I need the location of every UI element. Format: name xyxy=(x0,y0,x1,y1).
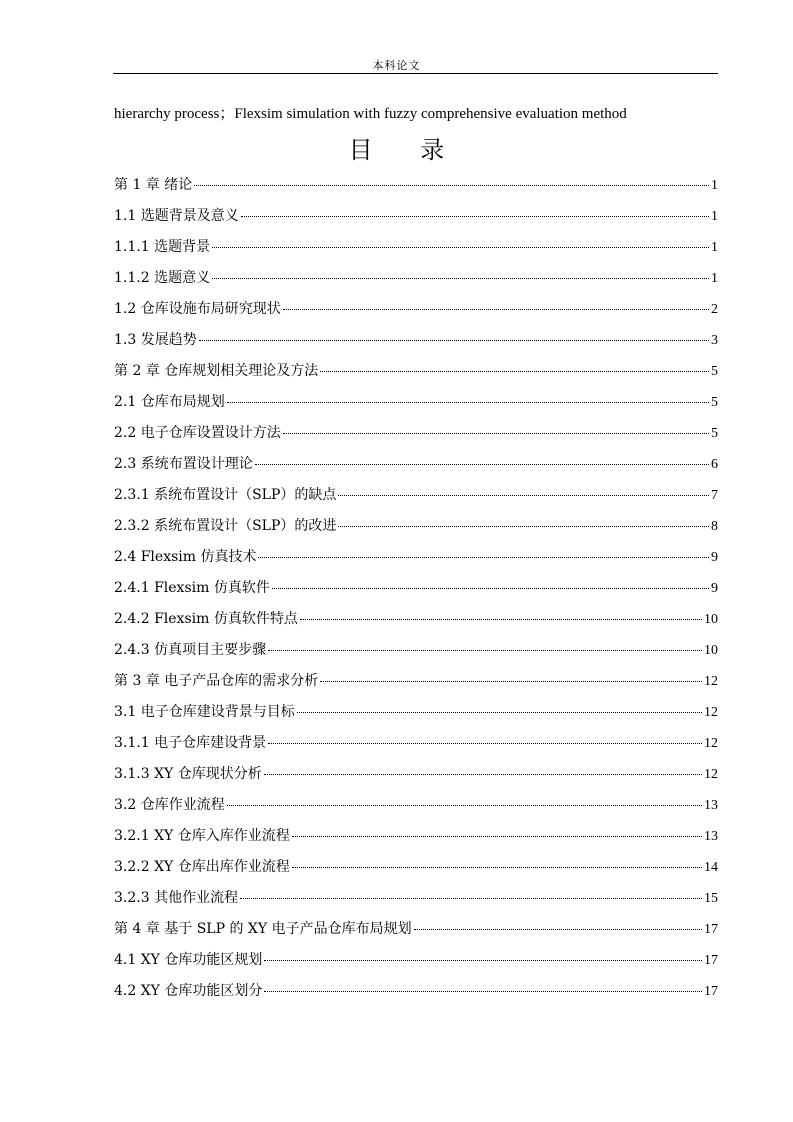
toc-dot-leader xyxy=(264,774,702,775)
toc-entry-page: 17 xyxy=(704,953,718,968)
toc-list xyxy=(114,174,718,1011)
toc-entry-page: 13 xyxy=(704,829,718,844)
toc-entry-page: 6 xyxy=(711,457,718,472)
toc-entry[interactable] xyxy=(114,701,718,732)
toc-dot-leader xyxy=(268,650,702,651)
toc-entry-page: 9 xyxy=(711,581,718,596)
toc-entry[interactable] xyxy=(114,329,718,360)
toc-entry-label: 3.1 电子仓库建设背景与目标 xyxy=(114,704,295,720)
toc-entry-page: 1 xyxy=(711,178,718,193)
toc-entry-label: 1.3 发展趋势 xyxy=(114,332,197,348)
toc-dot-leader xyxy=(212,247,709,248)
toc-dot-leader xyxy=(292,867,702,868)
toc-entry[interactable] xyxy=(114,484,718,515)
toc-entry[interactable] xyxy=(114,918,718,949)
toc-title: 目 录 xyxy=(348,136,465,164)
toc-entry-label: 3.1.1 电子仓库建设背景 xyxy=(114,735,267,751)
toc-entry-label: 1.2 仓库设施布局研究现状 xyxy=(114,301,281,317)
toc-entry-page: 1 xyxy=(711,271,718,286)
toc-entry[interactable] xyxy=(114,453,718,484)
toc-dot-leader xyxy=(212,278,709,279)
toc-entry[interactable] xyxy=(114,546,718,577)
toc-entry-label: 3.1.3 XY 仓库现状分析 xyxy=(114,766,262,782)
toc-dot-leader xyxy=(255,464,709,465)
toc-entry-label: 3.2.3 其他作业流程 xyxy=(114,890,239,906)
toc-entry-page: 15 xyxy=(704,891,718,906)
toc-entry-label: 第 4 章 基于 SLP 的 XY 电子产品仓库布局规划 xyxy=(114,921,412,937)
toc-entry-label: 4.2 XY 仓库功能区划分 xyxy=(114,983,263,999)
toc-entry-label: 1.1 选题背景及意义 xyxy=(114,208,239,224)
toc-entry-label: 第 3 章 电子产品仓库的需求分析 xyxy=(114,673,319,689)
toc-entry-page: 12 xyxy=(704,674,718,689)
toc-entry[interactable] xyxy=(114,205,718,236)
toc-entry-page: 12 xyxy=(704,705,718,720)
toc-dot-leader xyxy=(268,743,702,744)
page-header: 本科论文 xyxy=(372,59,421,72)
toc-entry-label: 2.3.1 系统布置设计（SLP）的缺点 xyxy=(114,487,337,503)
toc-entry-page: 3 xyxy=(711,333,718,348)
toc-dot-leader xyxy=(240,898,702,899)
toc-dot-leader xyxy=(292,836,702,837)
toc-entry[interactable] xyxy=(114,577,718,608)
toc-dot-leader xyxy=(338,526,709,527)
toc-entry-page: 13 xyxy=(704,798,718,813)
toc-entry-page: 2 xyxy=(711,302,718,317)
toc-entry[interactable] xyxy=(114,391,718,422)
toc-dot-leader xyxy=(227,402,709,403)
toc-entry-page: 14 xyxy=(704,860,718,875)
toc-dot-leader xyxy=(264,960,702,961)
toc-dot-leader xyxy=(320,371,709,372)
toc-entry[interactable] xyxy=(114,980,718,1011)
toc-entry-label: 第 1 章 绪论 xyxy=(114,177,193,193)
toc-entry[interactable] xyxy=(114,732,718,763)
toc-dot-leader xyxy=(338,495,709,496)
toc-entry-label: 4.1 XY 仓库功能区规划 xyxy=(114,952,263,968)
toc-entry-page: 5 xyxy=(711,426,718,441)
toc-entry-page: 17 xyxy=(704,922,718,937)
toc-entry-label: 1.1.2 选题意义 xyxy=(114,270,211,286)
toc-entry-label: 3.2 仓库作业流程 xyxy=(114,797,225,813)
toc-dot-leader xyxy=(297,712,702,713)
toc-entry-page: 1 xyxy=(711,209,718,224)
toc-entry[interactable] xyxy=(114,236,718,267)
toc-entry-page: 9 xyxy=(711,550,718,565)
toc-entry-label: 2.3 系统布置设计理论 xyxy=(114,456,253,472)
toc-entry-page: 7 xyxy=(711,488,718,503)
toc-dot-leader xyxy=(241,216,709,217)
toc-dot-leader xyxy=(320,681,702,682)
toc-entry-label: 2.4.3 仿真项目主要步骤 xyxy=(114,642,267,658)
toc-entry-label: 3.2.2 XY 仓库出库作业流程 xyxy=(114,859,290,875)
toc-dot-leader xyxy=(272,588,709,589)
toc-entry[interactable] xyxy=(114,174,718,205)
toc-entry-label: 第 2 章 仓库规划相关理论及方法 xyxy=(114,363,319,379)
toc-entry[interactable] xyxy=(114,608,718,639)
toc-entry-label: 2.3.2 系统布置设计（SLP）的改进 xyxy=(114,518,337,534)
toc-entry-label: 2.4.1 Flexsim 仿真软件 xyxy=(114,580,270,596)
toc-entry[interactable] xyxy=(114,298,718,329)
toc-entry-label: 2.2 电子仓库设置设计方法 xyxy=(114,425,281,441)
toc-entry[interactable] xyxy=(114,825,718,856)
toc-dot-leader xyxy=(264,991,702,992)
toc-entry-page: 5 xyxy=(711,364,718,379)
toc-dot-leader xyxy=(414,929,702,930)
toc-entry-page: 17 xyxy=(704,984,718,999)
toc-entry[interactable] xyxy=(114,422,718,453)
toc-entry[interactable] xyxy=(114,887,718,918)
toc-entry-page: 12 xyxy=(704,736,718,751)
toc-entry-label: 1.1.1 选题背景 xyxy=(114,239,211,255)
header-divider xyxy=(113,73,718,74)
toc-entry-page: 5 xyxy=(711,395,718,410)
toc-dot-leader xyxy=(199,340,709,341)
toc-entry-page: 1 xyxy=(711,240,718,255)
toc-entry-label: 2.4 Flexsim 仿真技术 xyxy=(114,549,257,565)
toc-entry[interactable] xyxy=(114,670,718,701)
toc-entry[interactable] xyxy=(114,949,718,980)
toc-entry[interactable] xyxy=(114,794,718,825)
toc-dot-leader xyxy=(300,619,702,620)
toc-entry-page: 10 xyxy=(704,643,718,658)
toc-entry-label: 2.1 仓库布局规划 xyxy=(114,394,225,410)
keywords-continuation: hierarchy process；Flexsim simulation with fuzzy comprehensive evaluation method xyxy=(114,106,627,122)
toc-entry[interactable] xyxy=(114,763,718,794)
toc-entry-label: 3.2.1 XY 仓库入库作业流程 xyxy=(114,828,290,844)
toc-entry-page: 10 xyxy=(704,612,718,627)
toc-entry-page: 12 xyxy=(704,767,718,782)
toc-dot-leader xyxy=(283,309,709,310)
toc-entry[interactable] xyxy=(114,639,718,670)
toc-entry-label: 2.4.2 Flexsim 仿真软件特点 xyxy=(114,611,298,627)
toc-dot-leader xyxy=(283,433,709,434)
toc-entry[interactable] xyxy=(114,856,718,887)
toc-entry[interactable] xyxy=(114,360,718,391)
toc-dot-leader xyxy=(227,805,702,806)
toc-entry[interactable] xyxy=(114,267,718,298)
toc-entry[interactable] xyxy=(114,515,718,546)
toc-entry-page: 8 xyxy=(711,519,718,534)
toc-dot-leader xyxy=(194,185,709,186)
toc-dot-leader xyxy=(258,557,709,558)
